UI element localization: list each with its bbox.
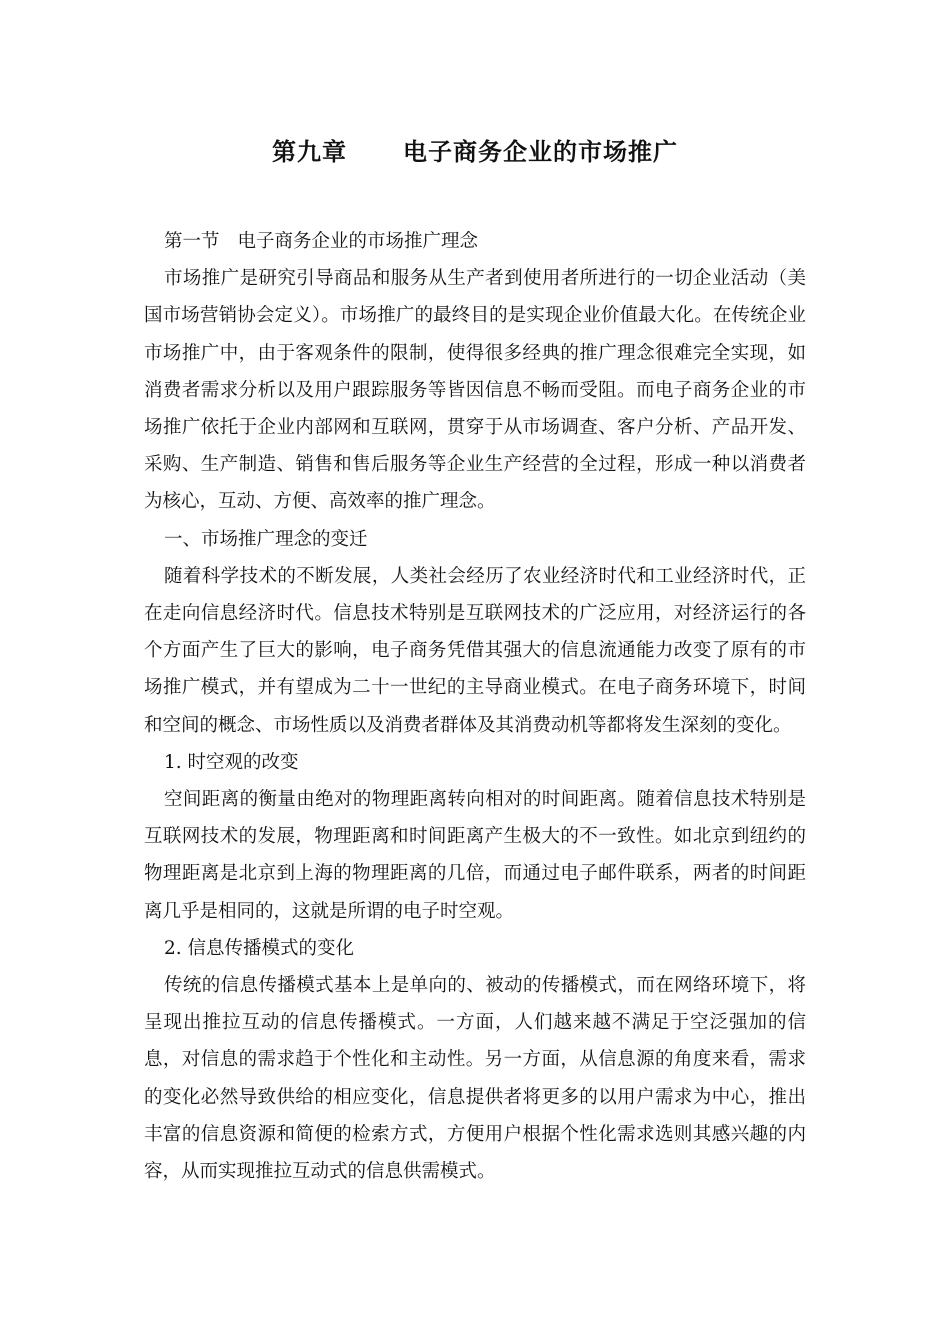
section-title: 电子商务企业的市场推广理念 xyxy=(237,231,479,252)
document-body xyxy=(144,223,806,1190)
chapter-name: 电子商务企业的市场推广 xyxy=(403,137,678,166)
subheading-information-spread: 2. 信息传播模式的变化 xyxy=(164,937,355,959)
chapter-number: 第九章 xyxy=(272,137,347,166)
intro-paragraph: 市场推广是研究引导商品和服务从生产者到使用者所进行的一切企业活动（美国市场营销协会定义）。市场推广的最终目的是实现企业价值最大化。在传统企业市场推广中，由于客观条件的限制，使得很多经典的推广理念很难完全实现，如消费者需求分析以及用户跟踪服务等皆因信息不畅而受阻。而电子商务企业的市场推广依托于企业内部网和互联网，贯穿于从市场调查、客户分析、产品开发、采购、生产制造、销售和售后服务等企业生产经营的全过程，形成一种以消费者为核心，互动、方便、高效率的推广理念。 xyxy=(144,268,806,513)
paragraph-development: 随着科学技术的不断发展，人类社会经历了农业经济时代和工业经济时代，正在走向信息经济时代。信息技术特别是互联网技术的广泛应用，对经济运行的各个方面产生了巨大的影响，电子商务凭借其强大的信息流通能力改变了原有的市场推广模式，并有望成为二十一世纪的主导商业模式。在电子商务环境下，时间和空间的概念、市场性质以及消费者群体及其消费动机等都将发生深刻的变化。 xyxy=(144,565,806,736)
subheading-space-time: 1. 时空观的改变 xyxy=(164,751,299,773)
paragraph-information-spread: 传统的信息传播模式基本上是单向的、被动的传播模式，而在网络环境下，将呈现出推拉互动的信息传播模式。一方面，人们越来越不满足于空泛强加的信息，对信息的需求趋于个性化和主动性。另一方面，从信息源的角度来看，需求的变化必然导致供给的相应变化，信息提供者将更多的以用户需求为中心，推出丰富的信息资源和简便的检索方式，方便用户根据个性化需求选则其感兴趣的内容，从而实现推拉互动式的信息供需模式。 xyxy=(144,975,806,1183)
chapter-title xyxy=(0,132,950,172)
section-heading xyxy=(144,223,806,260)
subheading-concept-change: 一、市场推广理念的变迁 xyxy=(164,528,368,550)
section-label: 第一节 xyxy=(164,231,220,252)
paragraph-space-time: 空间距离的衡量由绝对的物理距离转向相对的时间距离。随着信息技术特别是互联网技术的发展，物理距离和时间距离产生极大的不一致性。如北京到纽约的物理距离是北京到上海的物理距离的几倍，而通过电子邮件联系，两者的时间距离几乎是相同的，这就是所谓的电子时空观。 xyxy=(144,789,806,922)
